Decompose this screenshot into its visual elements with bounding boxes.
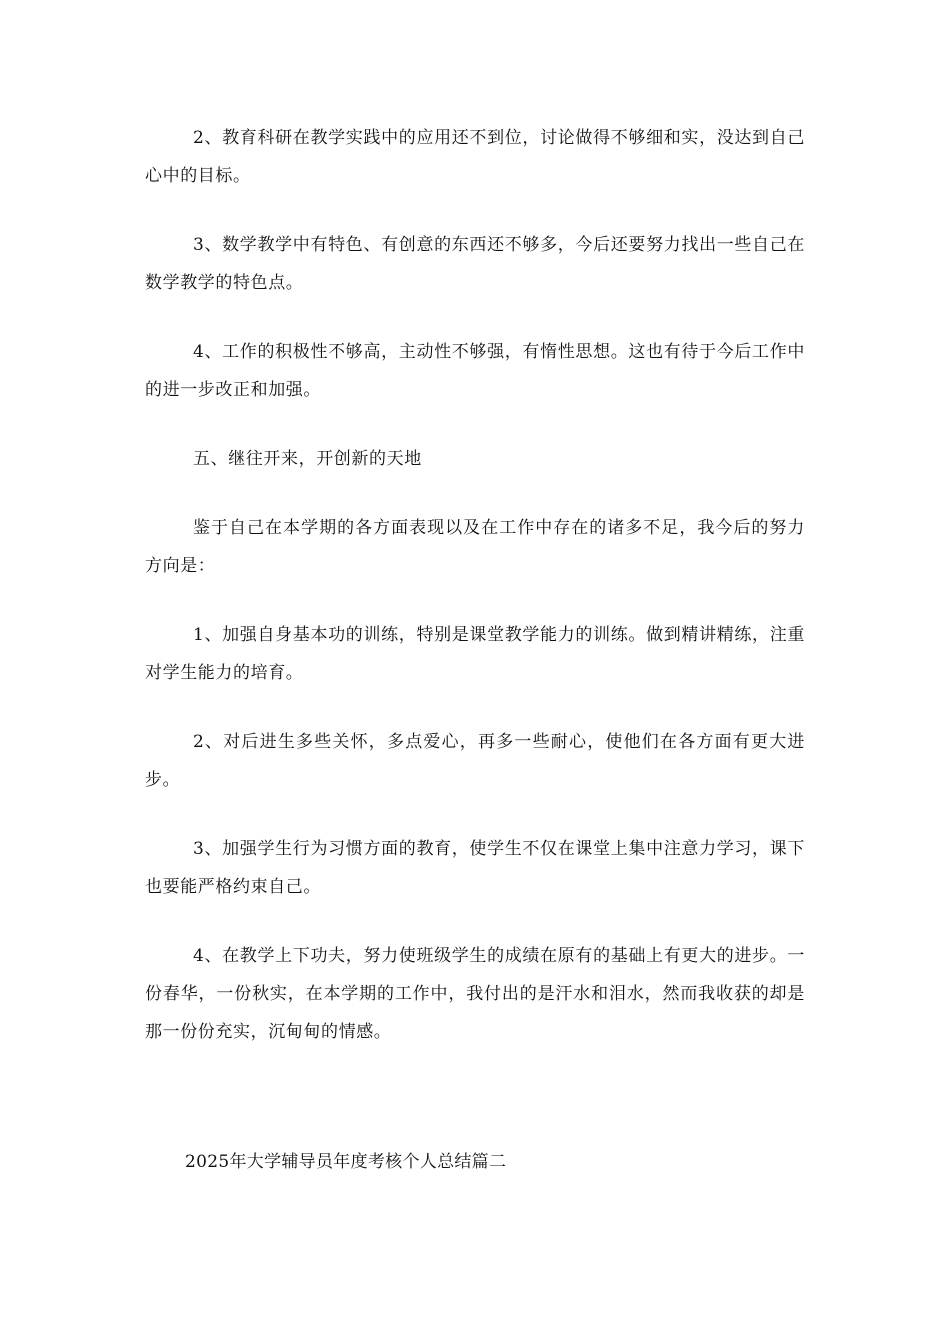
paragraph-behavior-habits: 3、加强学生行为习惯方面的教育，使学生不仅在课堂上集中注意力学习，课下也要能严格约束自己。 [145,839,805,897]
paragraph-basic-skills: 1、加强自身基本功的训练，特别是课堂教学能力的训练。做到精讲精练，注重对学生能力的培育。 [145,625,805,683]
paragraph-research-application: 2、教育科研在教学实践中的应用还不到位，讨论做得不够细和实，没达到自己心中的目标。 [145,128,805,186]
section-heading-five: 五、继往开来，开创新的天地 [193,449,422,469]
paragraph-teaching-effort: 4、在教学上下功夫，努力使班级学生的成绩在原有的基础上有更大的进步。一份春华，一份秋实，在本学期的工作中，我付出的是汗水和泪水，然而我收获的却是那一份份充实，沉甸甸的情感。 [145,946,805,1042]
paragraph-work-initiative: 4、工作的积极性不够高，主动性不够强，有惰性思想。这也有待于今后工作中的进一步改正和加强。 [145,342,805,400]
paragraph-future-direction: 鉴于自己在本学期的各方面表现以及在工作中存在的诸多不足，我今后的努力方向是： [145,518,805,576]
paragraph-math-features: 3、数学教学中有特色、有创意的东西还不够多，今后还要努力找出一些自己在数学教学的特色点。 [145,235,805,293]
next-section-title: 2025年大学辅导员年度考核个人总结篇二 [185,1152,507,1172]
paragraph-underachievers: 2、对后进生多些关怀，多点爱心，再多一些耐心，使他们在各方面有更大进步。 [145,732,805,790]
